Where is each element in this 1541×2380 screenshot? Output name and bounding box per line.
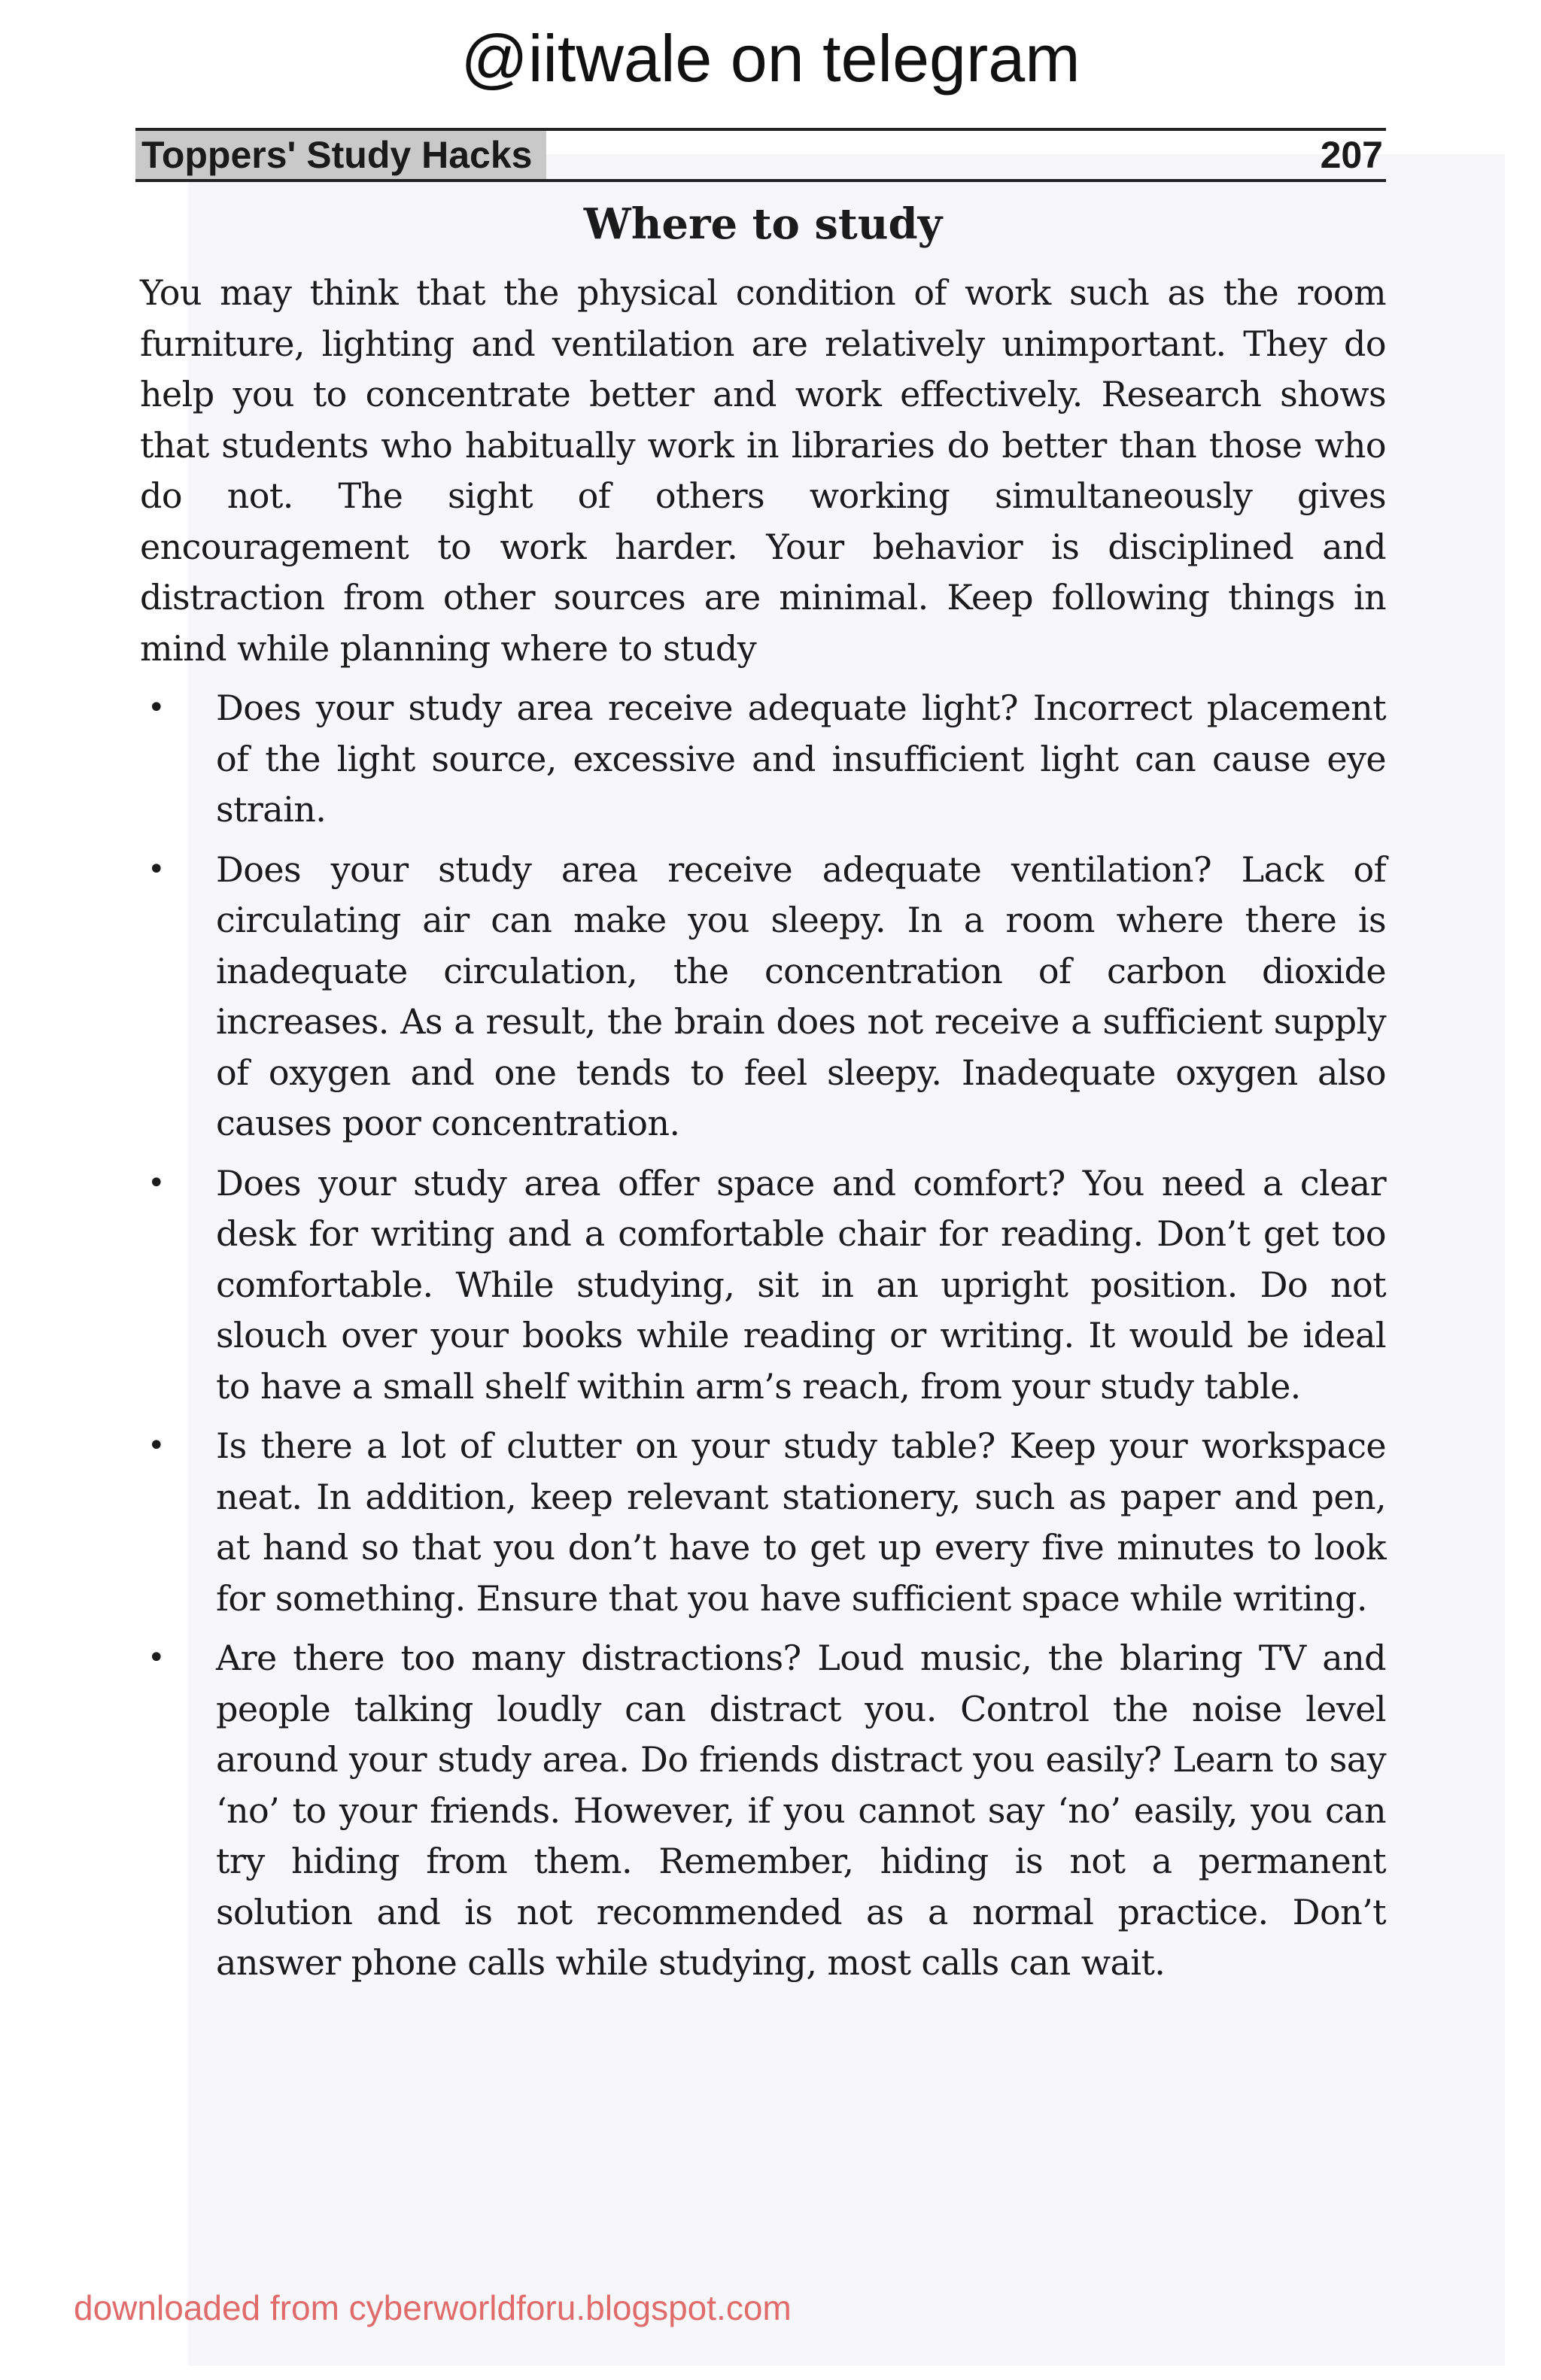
- running-header-title: Toppers' Study Hacks: [141, 134, 533, 176]
- page-number: 207: [1320, 134, 1383, 176]
- bullet-icon: •: [147, 1641, 165, 1675]
- bullet-icon: •: [147, 1428, 165, 1463]
- list-item: [140, 1633, 1386, 1989]
- list-item-text: Are there too many distractions? Loud music, the blaring TV and people talking loudly can distract you. Control the noise level around your study area. Do friends distract you easily? Learn to say ‘no’ to your friends. However, if you cannot say ‘no’ easily, you can try hiding from them. Remember, hiding is not a permanent solution and is not recommended as a normal practice. Don’t answer phone calls while studying, most calls can wait.: [216, 1638, 1386, 1983]
- tips-list: [140, 683, 1386, 1989]
- list-item-text: Does your study area receive adequate ventilation? Lack of circulating air can make you sleepy. In a room where there is inadequate circulation, the concentration of carbon dioxide increases. As a result, the brain does not receive a sufficient supply of oxygen and one tends to feel sleepy. Inadequate oxygen also causes poor concentration.: [216, 848, 1386, 1143]
- list-item-text: Does your study area offer space and comfort? You need a clear desk for writing and a comfortable chair for reading. Don’t get too comfortable. While studying, sit in an upright position. Do not slouch over your books while reading or writing. It would be ideal to have a small shelf within arm’s reach, from your study table.: [216, 1162, 1386, 1407]
- list-item: [140, 683, 1386, 836]
- bullet-icon: •: [147, 1165, 165, 1201]
- bottom-watermark: downloaded from cyberworldforu.blogspot.com: [74, 2288, 792, 2327]
- intro-paragraph: You may think that the physical condition of work such as the room furniture, lighting and ventilation are relatively unimportant. They do help you to concentrate better and work effectively. Research shows that students who habitually work in libraries do better than those who do not. The sight of others working simultaneously gives encouragement to work harder. Your behavior is disciplined and distraction from other sources are minimal. Keep following things in mind while planning where to study: [140, 272, 1386, 669]
- list-item-text: Is there a lot of clutter on your study table? Keep your workspace neat. In addition, keep relevant stationery, such as paper and pen, at hand so that you don’t have to get up every five minutes to look for something. Ensure that you have sufficient space while writing.: [216, 1425, 1386, 1619]
- bullet-icon: •: [147, 691, 165, 725]
- section-heading: Where to study: [583, 199, 943, 249]
- page-content: [140, 194, 1386, 1998]
- top-watermark: @iitwale on telegram: [460, 21, 1081, 96]
- list-item: [140, 1158, 1386, 1413]
- running-header: [135, 128, 1386, 182]
- list-item: [140, 845, 1386, 1149]
- list-item-text: Does your study area receive adequate light? Incorrect placement of the light source, excessive and insufficient light can cause eye strain.: [216, 688, 1386, 830]
- list-item: [140, 1421, 1386, 1624]
- bullet-icon: •: [147, 852, 165, 887]
